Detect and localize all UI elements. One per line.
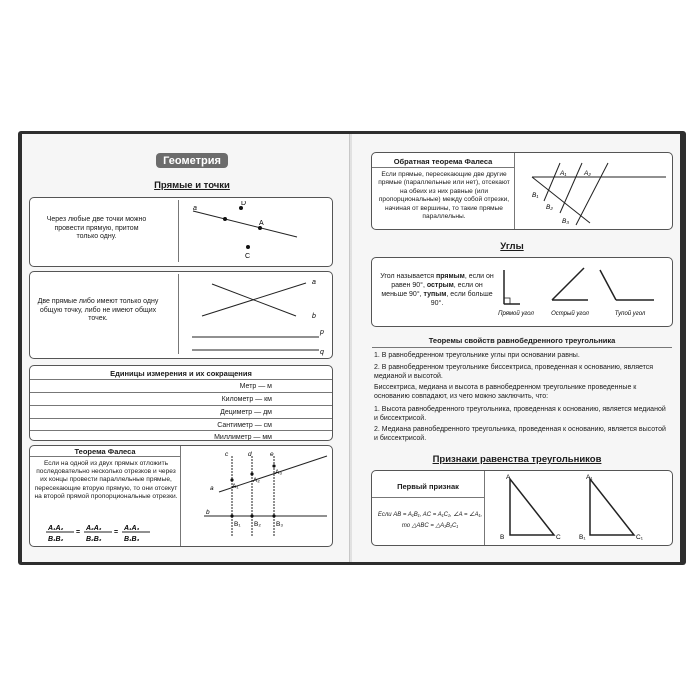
thales-card <box>29 445 333 547</box>
label-A1: A₁ <box>560 170 567 177</box>
label-a: a <box>193 205 197 212</box>
thales-formula <box>44 522 174 544</box>
formula-den-3: B₁B₃ <box>124 536 140 543</box>
unit-row: Сантиметр — см <box>30 418 332 432</box>
first-sign-title: Первый признак <box>397 482 459 491</box>
label-q: q <box>320 349 324 356</box>
label-C: C <box>556 534 561 541</box>
isosceles-item: 2. В равнобедренном треугольнике биссектриса, проведенная к основанию, является медианой и высотой. <box>374 364 654 380</box>
label-B2: B₂ <box>546 204 553 211</box>
card-two-lines-text: Две прямые либо имеют только одну общую точку, либо не имеют общих точек. <box>37 298 159 323</box>
unit-row: Миллиметр — мм <box>30 430 332 441</box>
units-card <box>29 365 333 441</box>
converse-thales-figure <box>520 155 668 227</box>
label-B: B <box>500 534 505 541</box>
angle-label-acute: Острый угол <box>551 311 589 317</box>
card-two-points-text: Через любые две точки можно провести прямую, притом только одну. <box>46 216 147 241</box>
unit-row: Метр — м <box>30 379 332 393</box>
label-a-point: A <box>259 220 264 227</box>
label-B2: B₂ <box>254 521 261 528</box>
intersecting-and-parallel-lines-figure <box>184 274 329 356</box>
label-p: p <box>320 329 324 336</box>
label-a: a <box>210 485 214 492</box>
label-e: e <box>270 451 274 458</box>
converse-title: Обратная теорема Фалеса <box>393 157 493 166</box>
unit-row: Дециметр — дм <box>30 405 332 419</box>
label-A1: A₁ <box>586 474 593 481</box>
label-b: b <box>312 313 316 320</box>
formula-num-1: A₁A₂ <box>48 525 64 532</box>
isosceles-item: Биссектриса, медиана и высота в равнобедренном треугольнике проведенные к основанию совпадают, из чего можно заключить, что: <box>374 384 637 400</box>
right-angle-icon <box>504 270 520 304</box>
label-B3: B₃ <box>276 521 283 528</box>
label-c: C <box>245 253 251 260</box>
first-sign-line1: Если AB = A₁B₁, AC = A₁C₁, ∠A = ∠A₁, <box>377 512 483 518</box>
label-C1: C₁ <box>636 534 643 541</box>
formula-num-2: A₂A₃ <box>86 525 102 532</box>
label-d: D <box>241 201 247 207</box>
isosceles-item: 1. В равнобедренном треугольнике углы при основании равны. <box>374 352 580 359</box>
isosceles-title: Теоремы свойств равнобедренного треугольника <box>428 336 616 345</box>
svg-text:=: = <box>114 529 119 536</box>
angles-text: Угол называется прямым, если он равен 90°, острым, если он меньше 90°, тупым, если больше 90°. <box>380 273 494 307</box>
first-sign-card <box>371 470 673 546</box>
angles-card <box>371 257 673 327</box>
converse-text: Если прямые, пересекающие две другие прямые (параллельные или нет), отсекают на обеих из них равные (или пропорциональные) между собой отрезки, начиная от вершины, то такие прямые параллельны. <box>378 171 510 221</box>
label-B1: B₁ <box>234 521 241 528</box>
svg-text:=: = <box>76 529 81 536</box>
formula-den-2: B₂B₃ <box>86 536 102 543</box>
label-a: a <box>312 279 316 286</box>
section-heading-lines: Прямые и точки <box>154 180 230 191</box>
triangles-figure <box>492 473 668 543</box>
acute-angle-icon <box>552 268 588 300</box>
label-A: A <box>506 474 511 481</box>
label-B3: B₃ <box>562 218 569 225</box>
right-page <box>352 134 680 562</box>
left-page <box>22 134 350 562</box>
first-sign-line2: то △ABC = △A₁B₁C₁ <box>401 523 459 529</box>
label-B1: B₁ <box>532 192 539 199</box>
isosceles-item: 1. Высота равнобедренного треугольника, проведенная к основанию, является медианой и биссектрисой. <box>374 406 666 422</box>
card-two-lines <box>29 271 333 359</box>
angle-label-obtuse: Тупой угол <box>614 311 646 317</box>
label-B1: B₁ <box>579 534 586 541</box>
label-b: b <box>206 509 210 516</box>
label-c: c <box>225 451 229 458</box>
thales-figure <box>184 448 329 544</box>
angles-figure <box>490 262 670 324</box>
section-heading-angles: Углы <box>500 241 524 252</box>
section-heading-equality: Признаки равенства треугольников <box>432 454 602 465</box>
units-title: Единицы измерения и их сокращения <box>110 369 252 378</box>
unit-row: Километр — км <box>30 392 332 406</box>
card-two-points <box>29 197 333 267</box>
label-A2: A₂ <box>584 170 591 177</box>
label-d: d <box>248 451 252 458</box>
formula-den-1: B₁B₂ <box>48 536 64 543</box>
label-A3: A₃ <box>275 469 282 476</box>
thales-text: Если на одной из двух прямых отложить последовательно несколько отрезков и через их концы провести параллельные прямые, пересекающие вторую прямую, то они отсекут на второй прямой пропорциональные отрезки. <box>34 460 178 500</box>
label-A1: A₁ <box>232 483 239 490</box>
angle-label-right: Прямой угол <box>498 311 534 317</box>
obtuse-angle-icon <box>600 270 654 300</box>
isosceles-item: 2. Медиана равнобедренного треугольника, проведенная к основанию, является высотой и биссектрисой. <box>374 426 666 442</box>
thales-title: Теорема Фалеса <box>74 447 136 456</box>
page-title-tab: Геометрия <box>156 153 228 168</box>
converse-thales-card <box>371 152 673 230</box>
formula-num-3: A₁A₃ <box>124 525 140 532</box>
label-A2: A₂ <box>253 477 260 484</box>
line-through-two-points-figure <box>185 201 325 263</box>
